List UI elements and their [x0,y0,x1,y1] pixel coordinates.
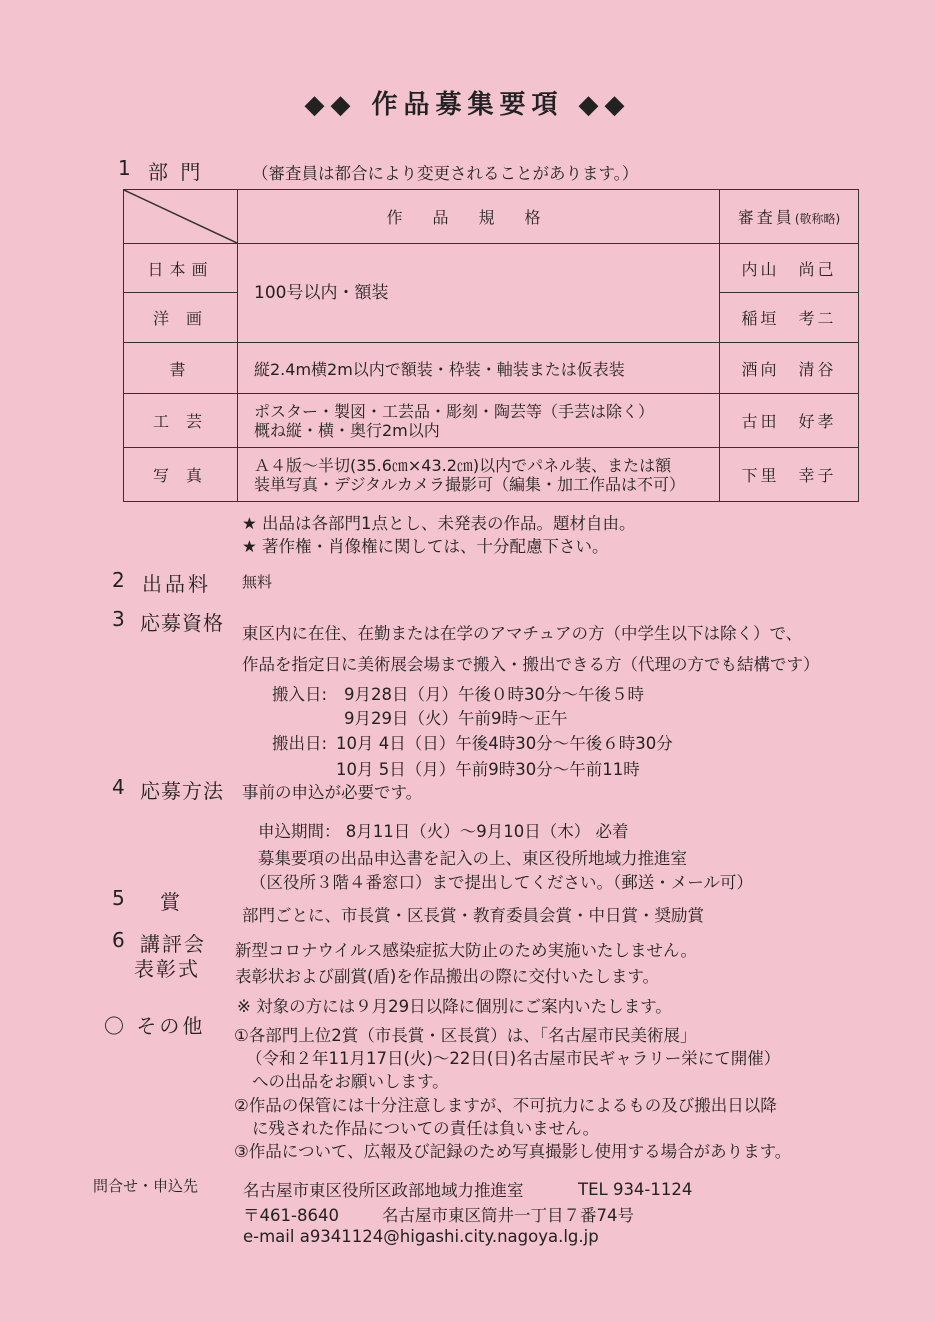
spec-cell [238,448,720,502]
table-row [124,448,859,502]
section-5-text: 部門ごとに、市長賞・区長賞・教育委員会賞・中日賞・奨励賞 [242,906,704,925]
section-6-line: 新型コロナウイルス感染症拡大防止のため実施いたしません。 [235,941,697,960]
category-cell: 工 芸 [124,394,238,448]
page-title: ◆◆ 作品募集要項 ◆◆ [304,90,631,120]
category-cell: 日本画 [124,244,238,293]
section-4-line: 募集要項の出品申込書を記入の上、東区役所地域力推進室 [258,849,687,868]
section-3-label: 応募資格 [140,611,224,635]
spec-line: ポスター・製図・工芸品・彫刻・陶芸等（手芸は除く） [254,401,655,421]
other-line: への出品をお願いします。 [252,1072,449,1091]
other-label: 〇 その他 [104,1014,206,1038]
section-1-number: 1 [118,156,131,180]
section-4-line: （区役所３階４番窓口）まで提出してください。（郵送・メール可） [250,873,753,892]
delivery-out-label: 搬出日: [272,734,328,753]
judge-cell: 稲垣 考二 [720,293,859,343]
other-line: ②作品の保管には十分注意しますが、不可抗力によるもの及び搬出日以降 [234,1096,777,1115]
spec-line: 概ね縦・横・奥行2m以内 [254,420,440,440]
category-cell: 写 真 [124,448,238,502]
header-judge-cell [720,190,859,244]
delivery-out-time: 10月 5日（月）午前9時30分～午前11時 [336,760,640,779]
section-4-label: 応募方法 [140,779,224,803]
judge-cell: 酒向 清谷 [720,343,859,394]
table-row [124,343,859,394]
section-2-text: 無料 [242,573,273,591]
section-6-line: 表彰状および副賞(盾)を作品搬出の際に交付いたします。 [235,967,660,986]
delivery-in-time: 9月29日（火）午前9時～正午 [344,709,568,728]
section-3-line: 東区内に在住、在勤または在学のアマチュアの方（中学生以下は除く）で、 [242,624,803,643]
spec-text: 100号以内・額装 [254,283,389,303]
section-6-label: 表彰式 [134,957,200,981]
section-1-note: （審査員は都合により変更されることがあります。） [252,164,639,183]
category-cell: 書 [124,343,238,394]
table-corner-cell [124,190,238,244]
section-5-number: 5 [112,886,125,910]
other-line: ①各部門上位2賞（市長賞・区長賞）は、「名古屋市民美術展」 [234,1026,697,1045]
note-line: ★ 出品は各部門1点とし、未発表の作品。題材自由。 [242,514,636,533]
category-cell: 洋 画 [124,293,238,343]
section-6-number: 6 [112,928,125,952]
section-4-number: 4 [112,775,125,799]
section-2-number: 2 [112,568,125,592]
other-line: ③作品について、広報及び記録のため写真撮影し使用する場合があります。 [234,1142,792,1161]
section-1-label: 部 門 [148,160,204,184]
judge-cell: 古田 好孝 [720,394,859,448]
other-line: に残された作品についての責任は負いません。 [252,1119,600,1138]
section-2-label: 出品料 [142,572,211,596]
header-judge-note: (敬称略) [794,212,841,226]
spec-cell [238,244,720,343]
judge-cell: 内山 尚己 [720,244,859,293]
contact-zip: 〒461-8640 [243,1206,339,1225]
contact-email: e-mail a9341124@higashi.city.nagoya.lg.jp [243,1227,599,1246]
section-3-line: 作品を指定日に美術展会場まで搬入・搬出できる方（代理の方でも結構です） [242,655,820,674]
table-row [124,244,859,293]
header-spec: 作品規格 [238,190,720,244]
application-period: 申込期間： 8月11日（火）～9月10日（木） 必着 [258,822,629,841]
section-6-label: 講評会 [140,932,206,956]
table-row [124,394,859,448]
spec-cell [238,394,720,448]
other-line: （令和２年11月17日(火)～22日(日)名古屋市民ギャラリー栄にて開催） [246,1049,781,1068]
section-4-text: 事前の申込が必要です。 [242,783,423,802]
table-header-row [124,190,859,244]
delivery-out-time: 10月 4日（日）午後4時30分～午後６時30分 [336,734,673,753]
spec-line: 装単写真・デジタルカメラ撮影可（編集・加工作品は不可） [254,474,686,494]
contact-address: 名古屋市東区筒井一丁目７番74号 [382,1206,634,1225]
section-3-number: 3 [112,607,125,631]
note-line: ★ 著作権・肖像権に関しては、十分配慮下さい。 [242,537,609,556]
contact-tel: TEL 934-1124 [578,1180,693,1199]
delivery-in-time: 9月28日（月）午後０時30分～午後５時 [344,685,644,704]
header-judge: 審査員 [737,208,795,227]
diagonal-line [124,190,237,243]
judge-cell: 下里 幸子 [720,448,859,502]
contact-label: 問合せ・申込先 [93,1177,199,1195]
spec-cell: 縦2.4m横2m以内で額装・枠装・軸装または仮表装 [238,343,720,394]
section-6-line: ※ 対象の方には９月29日以降に個別にご案内いたします。 [237,997,672,1016]
works-table [123,189,859,502]
spec-line: Ａ４版～半切(35.6㎝×43.2㎝)以内でパネル装、または額 [254,455,672,475]
delivery-in-label: 搬入日: [272,685,328,704]
section-5-label: 賞 [160,890,183,914]
contact-org: 名古屋市東区役所区政部地域力推進室 [243,1181,524,1200]
